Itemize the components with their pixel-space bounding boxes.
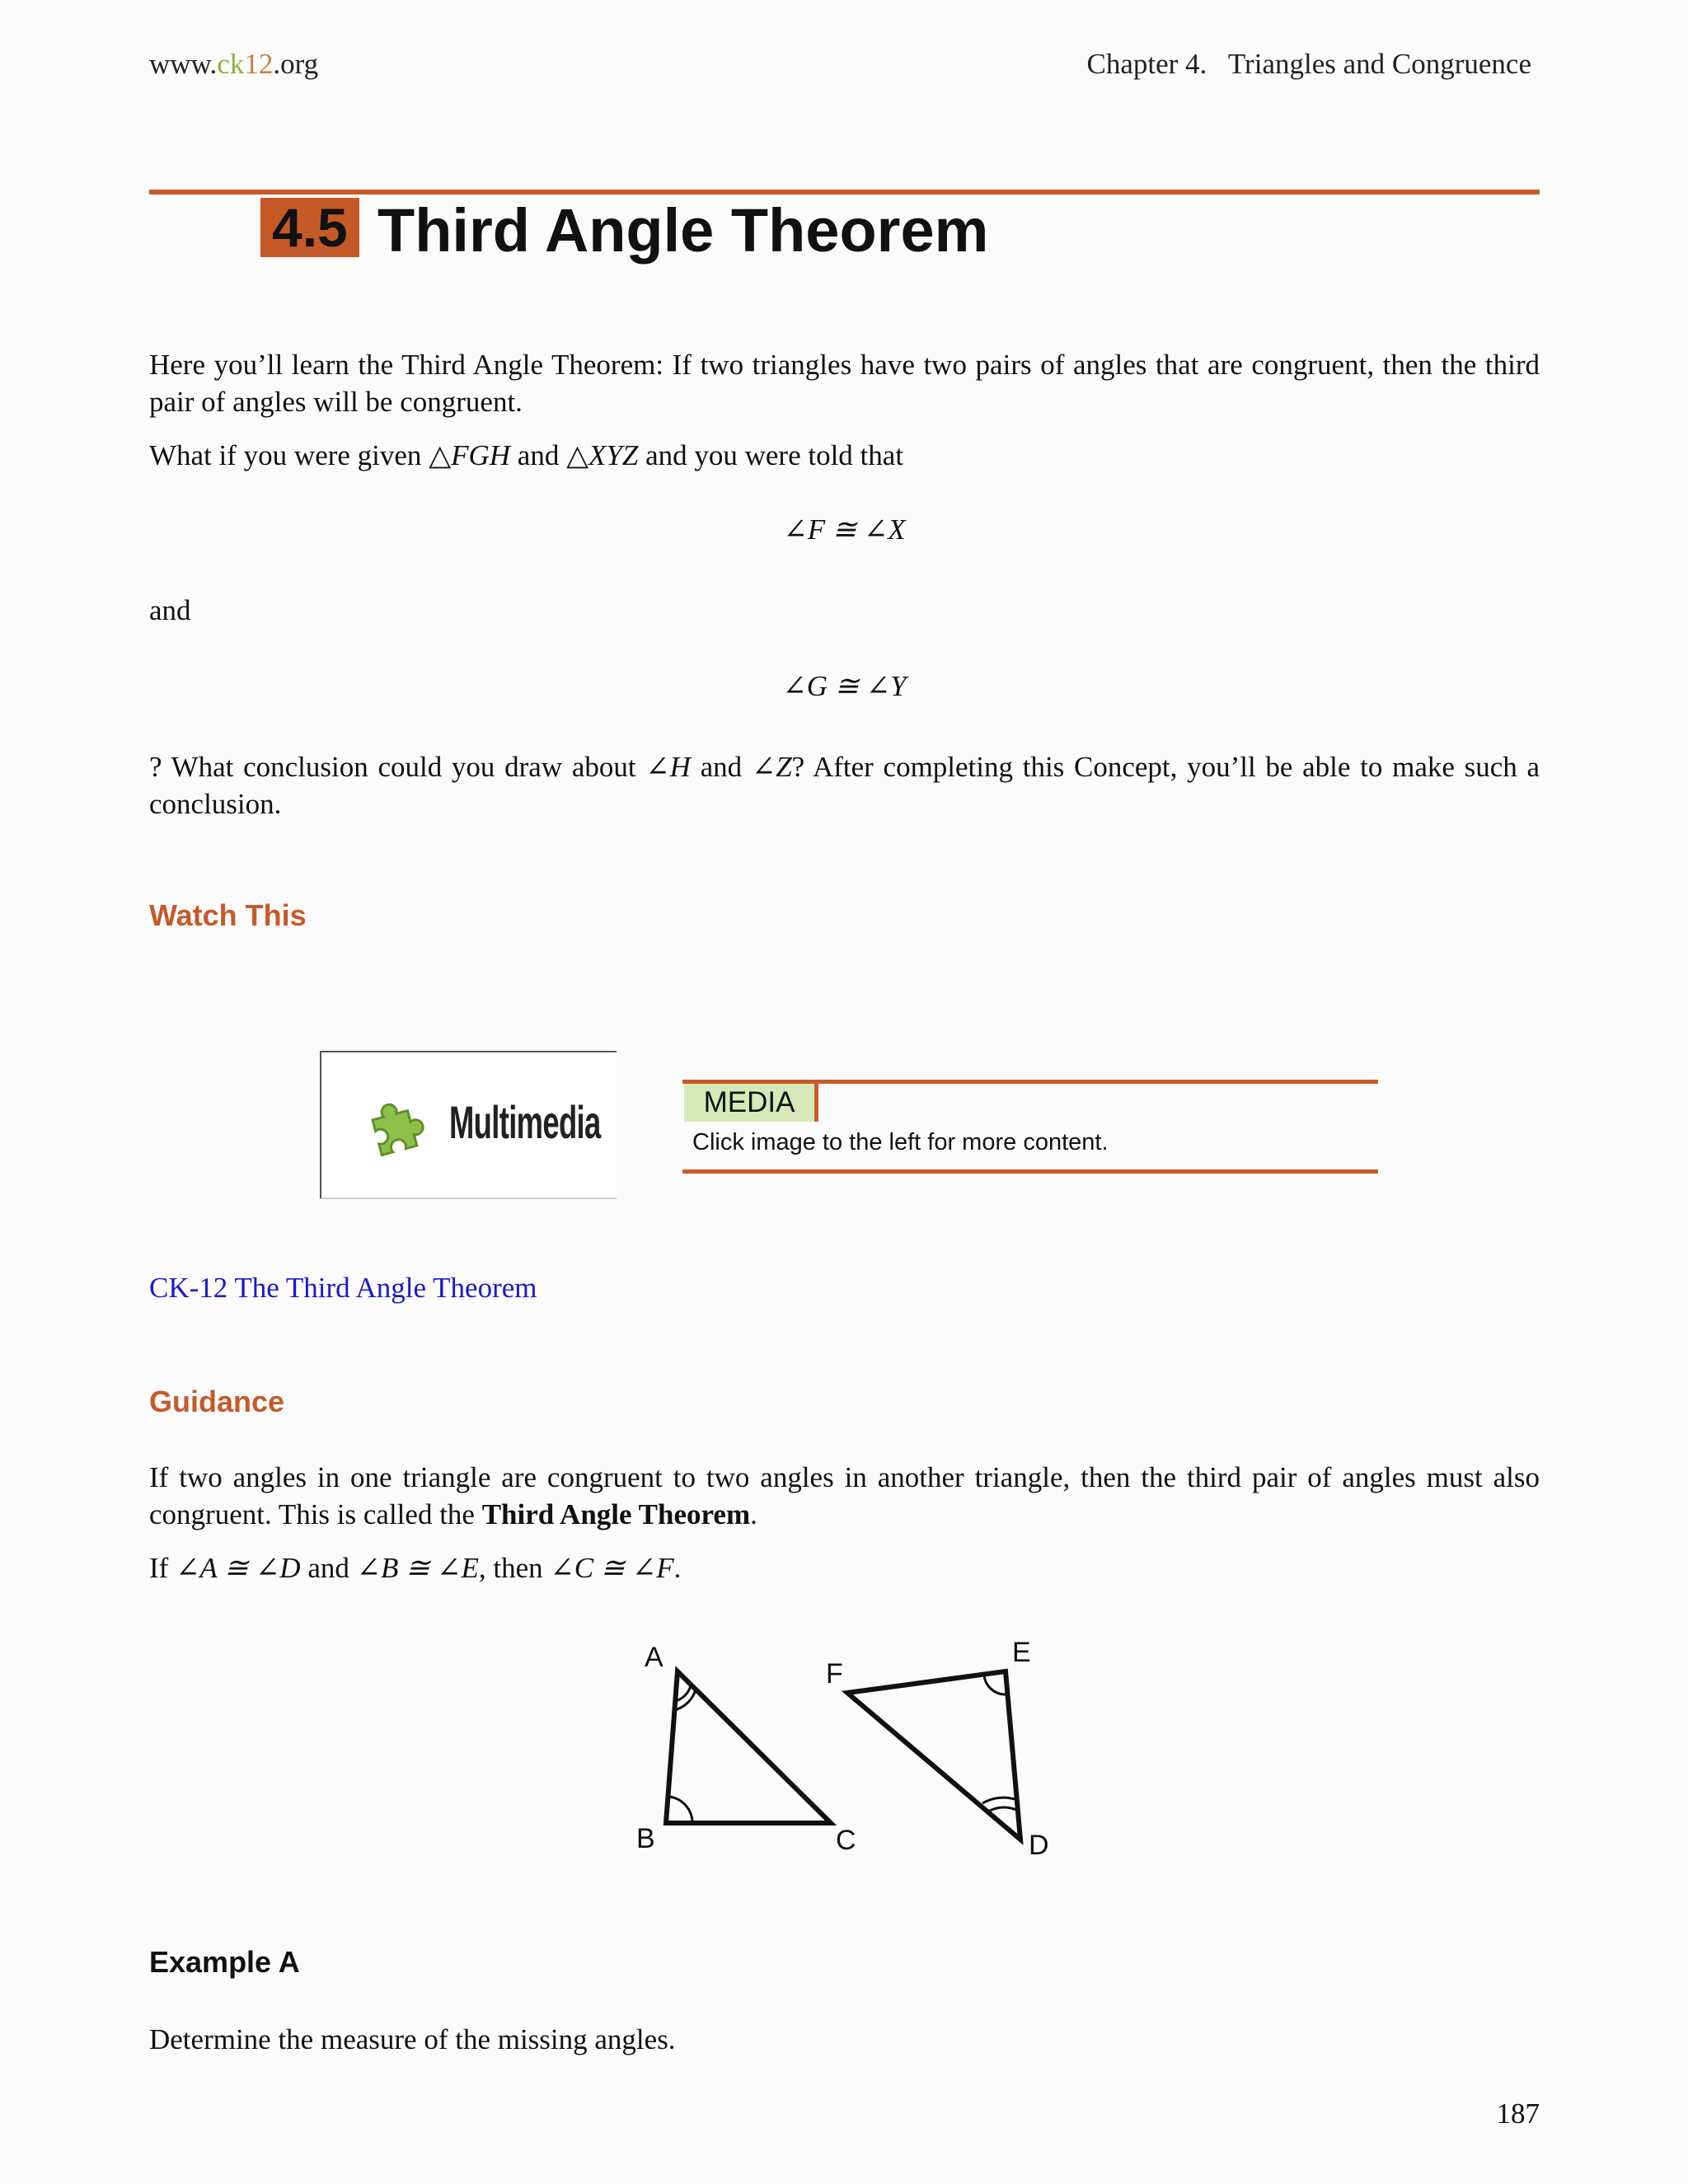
math-display-2: ∠G ≅ ∠Y	[782, 670, 907, 702]
vertex-label-d: D	[1029, 1830, 1049, 1861]
angle-mark-b	[668, 1797, 692, 1823]
watch-heading: Watch This	[149, 898, 307, 932]
text-run: .	[673, 1552, 682, 1584]
page-number: 187	[1496, 2097, 1540, 2130]
and-text: and	[149, 594, 191, 626]
triangles-diagram	[626, 1632, 1071, 1863]
url-12: 12	[244, 48, 274, 80]
math-display-1: ∠F ≅ ∠X	[783, 513, 906, 546]
header-chapter: Chapter 4. Triangles and Congruence	[1086, 48, 1531, 80]
header-url[interactable]	[149, 48, 318, 81]
puzzle-icon	[359, 1090, 433, 1164]
guidance-paragraph	[149, 1459, 1540, 1533]
intro-question	[149, 437, 1540, 474]
vertex-label-a: A	[645, 1642, 663, 1673]
intro-conclusion	[149, 748, 1540, 823]
theorem-name: Third Angle Theorem	[481, 1498, 751, 1530]
section-number: 4.5	[260, 198, 359, 257]
triangle-abc	[666, 1671, 831, 1823]
example-heading: Example A	[149, 1945, 300, 1979]
vertex-label-f: F	[826, 1658, 843, 1690]
text-run: ? What conclusion could you draw about	[149, 751, 646, 783]
text-run: .	[750, 1498, 757, 1530]
url-ck: ck	[217, 48, 245, 80]
text-run: If two angles in one triangle are congruent to two angles in another triangle, then the third pair of angles must also congruent. This is called the	[149, 1461, 1540, 1530]
guidance-statement	[149, 1549, 1540, 1586]
intro-paragraph: Here you’ll learn the Third Angle Theorem: If two triangles have two pairs of angles that are congruent, then the third pair of angles will be congruent.	[149, 349, 1540, 418]
url-prefix: www.	[149, 48, 218, 80]
section-title: Third Angle Theorem	[377, 196, 989, 265]
text-run: and	[510, 439, 567, 471]
math-angle-b-e: ∠B ≅ ∠E	[356, 1552, 479, 1584]
triangle-def	[847, 1671, 1020, 1840]
math-angle-z: ∠Z	[751, 751, 792, 783]
media-box	[682, 1080, 1378, 1174]
multimedia-thumbnail[interactable]	[320, 1051, 617, 1199]
text-run: ? After completing this Concept, you’ll be able to make such a conclusion.	[149, 751, 1540, 820]
url-suffix: .org	[273, 48, 319, 80]
math-triangle-fgh: △FGH	[429, 439, 511, 471]
media-label: MEDIA	[684, 1084, 818, 1122]
angle-mark-d-inner	[990, 1807, 1016, 1811]
vertex-label-e: E	[1012, 1637, 1031, 1668]
multimedia-label: Multimedia	[449, 1096, 601, 1148]
example-text: Determine the measure of the missing angles.	[149, 2023, 676, 2055]
text-run: What if you were given	[149, 439, 429, 471]
media-text: Click image to the left for more content.	[692, 1129, 1109, 1155]
text-run: If	[149, 1552, 176, 1584]
media-rule-bottom	[682, 1169, 1378, 1174]
angle-mark-d-outer	[982, 1797, 1017, 1803]
math-angle-a-d: ∠A ≅ ∠D	[176, 1552, 301, 1584]
text-run: and	[690, 751, 752, 783]
text-run: , then	[478, 1552, 551, 1584]
vertex-label-c: C	[836, 1825, 856, 1856]
video-link[interactable]: CK-12 The Third Angle Theorem	[149, 1272, 537, 1304]
math-triangle-xyz: △XYZ	[566, 439, 639, 471]
math-angle-h: ∠H	[645, 751, 691, 783]
guidance-heading: Guidance	[149, 1385, 285, 1418]
vertex-label-b: B	[636, 1823, 655, 1854]
text-run: and	[300, 1552, 357, 1584]
math-angle-c-f: ∠C ≅ ∠F	[550, 1552, 674, 1584]
text-run: and you were told that	[638, 439, 904, 471]
